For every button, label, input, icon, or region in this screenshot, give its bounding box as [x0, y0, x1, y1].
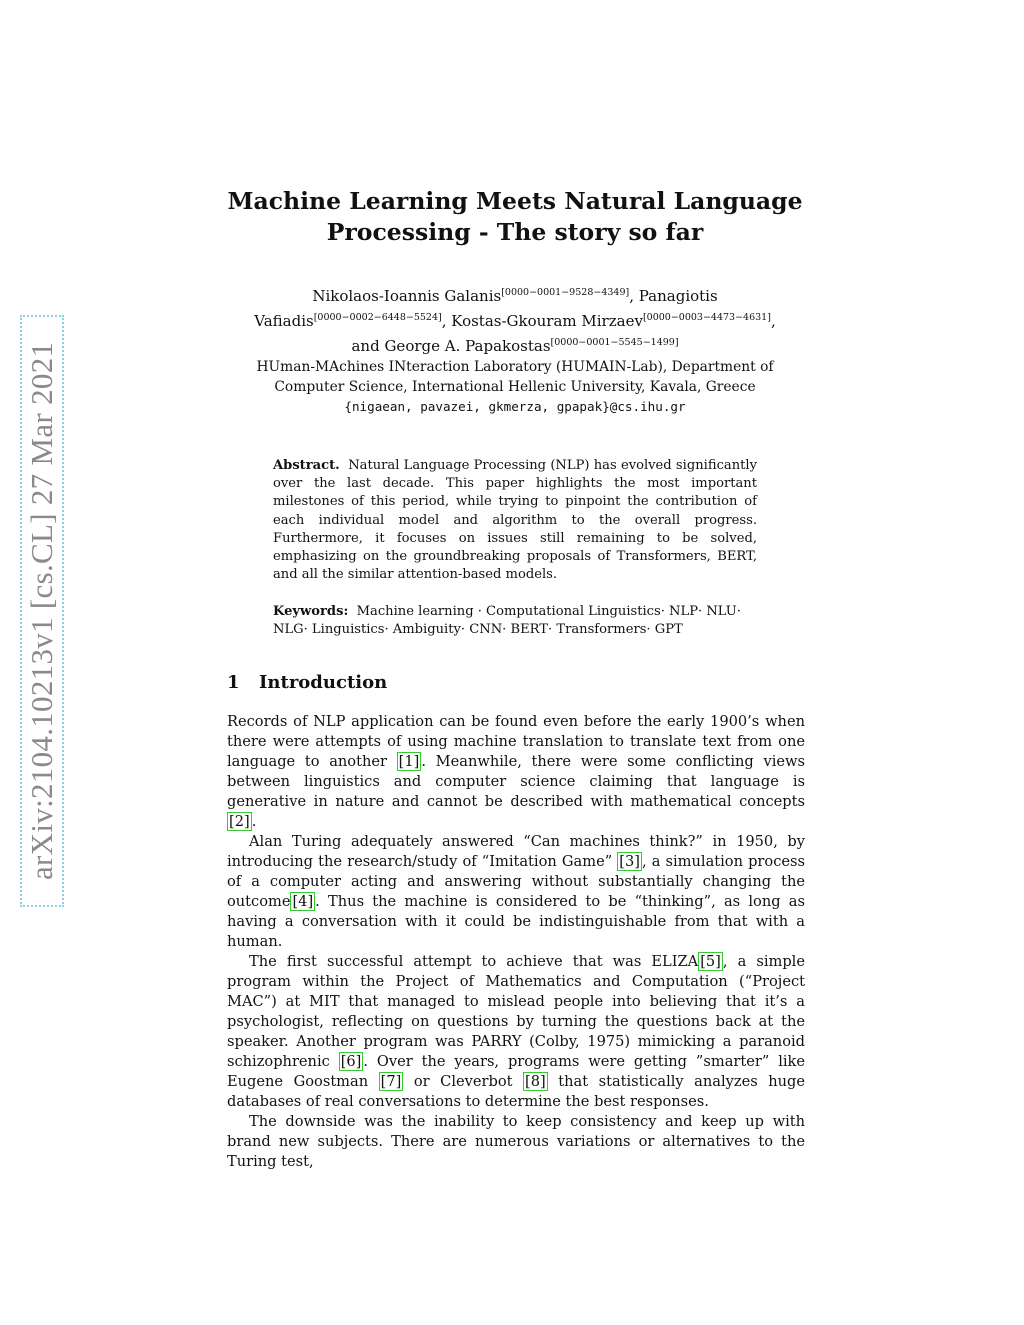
citation-link[interactable]: [1] — [398, 753, 420, 770]
author-list: Nikolaos-Ioannis Galanis[0000−0001−9528−4349], Panagiotis Vafiadis[0000−0002−6448−5524], Kostas-Gkouram Mirzaev[0000−0003−4473−4631], and George A. Papakostas[0000−0001−5545−1499] — [254, 287, 776, 355]
keywords — [273, 603, 757, 639]
title-line-1: Machine Learning Meets Natural Language — [227, 187, 803, 215]
paragraph-2 — [227, 832, 805, 952]
citation-link[interactable]: [6] — [340, 1053, 362, 1070]
paragraph-text: . Over the years, programs were getting ”smarter” like Eugene Goostman — [227, 1053, 806, 1090]
paragraph-text: , a simple program within the Project of Mathematics and Computation (“Project MAC”) at MIT that managed to mislead people into believing that it’s a psychologist, reflecting on questions by turning the questions back at the speaker. Another program was PARRY (Colby, 1975) mimicking a paranoid schizophrenic — [227, 953, 805, 1070]
paragraph-text: Alan Turing adequately answered “Can machines think?” in 1950, by introducing the research/study of “Imitation Game” — [227, 833, 805, 870]
author-orcid[interactable]: [0000−0003−4473−4631] — [642, 312, 771, 323]
paragraph-3 — [227, 952, 805, 1112]
section-heading — [227, 672, 387, 693]
author-orcid[interactable]: [0000−0002−6448−5524] — [313, 312, 442, 323]
author-name: Nikolaos-Ioannis Galanis — [312, 287, 502, 305]
abstract-text: Natural Language Processing (NLP) has evolved significantly over the last decade. This paper highlights the most important milestones of this period, while trying to pinpoint the contribution of each individual model and algorithm to the overall progress. Furthermore, it focuses on issues still remaining to be solved, emphasizing on the groundbreaking proposals of Transformers, BERT, and all the similar attention-based models. — [273, 458, 757, 583]
paragraph-1 — [227, 712, 805, 832]
paragraph-text: . Meanwhile, there were some conflicting views between linguistics and computer science claiming that language is generative in nature and cannot be described with mathematical concepts — [227, 753, 805, 810]
paragraph-text: or Cleverbot — [403, 1073, 524, 1090]
paragraph-text: . — [251, 813, 257, 830]
paragraph-text: The downside was the inability to keep consistency and keep up with brand new subjects. There are numerous variations or alternatives to the Turing test, — [227, 1113, 805, 1170]
author-emails: {nigaean, pavazei, gkmerza, gpapak}@cs.ihu.gr — [344, 399, 686, 414]
paragraph-text: that statistically analyzes huge databases of real conversations to determine the best responses. — [227, 1073, 806, 1110]
affiliation-line-1: HUman-MAchines INteraction Laboratory (HUMAIN-Lab), Department of — [256, 359, 774, 375]
citation-link[interactable]: [8] — [525, 1073, 546, 1090]
keywords-text: Machine learning · Computational Linguistics· NLP· NLU· NLG· Linguistics· Ambiguity· CNN· BERT· Transformers· GPT — [273, 604, 741, 638]
abstract-label: Abstract. — [273, 458, 340, 473]
citation-link[interactable]: [3] — [619, 853, 640, 870]
citation-link[interactable]: [7] — [380, 1073, 402, 1090]
title-line-2: Processing - The story so far — [326, 218, 704, 246]
affiliation-line-2: Computer Science, International Hellenic University, Kavala, Greece — [274, 378, 756, 395]
paragraph-text: Records of NLP application can be found even before the early 1900’s when there were attempts of using machine translation to translate text from one language to another — [227, 713, 805, 770]
abstract — [273, 457, 757, 584]
citation-link[interactable]: [2] — [229, 813, 250, 830]
paper-title — [200, 186, 830, 248]
author-orcid[interactable]: [0000−0001−9528−4349] — [501, 287, 630, 298]
section-number: 1 — [227, 672, 240, 693]
keywords-label: Keywords: — [273, 604, 349, 619]
arxiv-identifier-stamp[interactable]: arXiv:2104.10213v1 [cs.CL] 27 Mar 2021 — [20, 315, 64, 907]
paragraph-4 — [227, 1112, 805, 1172]
citation-link[interactable]: [4] — [292, 893, 314, 910]
author-name: George A. Papakostas — [384, 337, 551, 355]
introduction-body — [227, 712, 805, 1172]
author-name: Kostas-Gkouram Mirzaev — [451, 312, 643, 330]
paragraph-text: The first successful attempt to achieve that was ELIZA — [249, 953, 699, 970]
section-title: Introduction — [259, 672, 388, 693]
citation-link[interactable]: [5] — [700, 953, 721, 970]
author-name: Panagiotis Vafiadis — [254, 287, 718, 330]
paragraph-text: , a simulation process of a computer acting and answering without substantially changing the outcome — [227, 853, 805, 910]
author-orcid[interactable]: [0000−0001−5545−1499] — [550, 337, 679, 348]
paragraph-text: . Thus the machine is considered to be “thinking”, as long as having a conversation with it could be indistinguishable from that with a human. — [227, 893, 805, 950]
affiliation — [230, 358, 800, 417]
